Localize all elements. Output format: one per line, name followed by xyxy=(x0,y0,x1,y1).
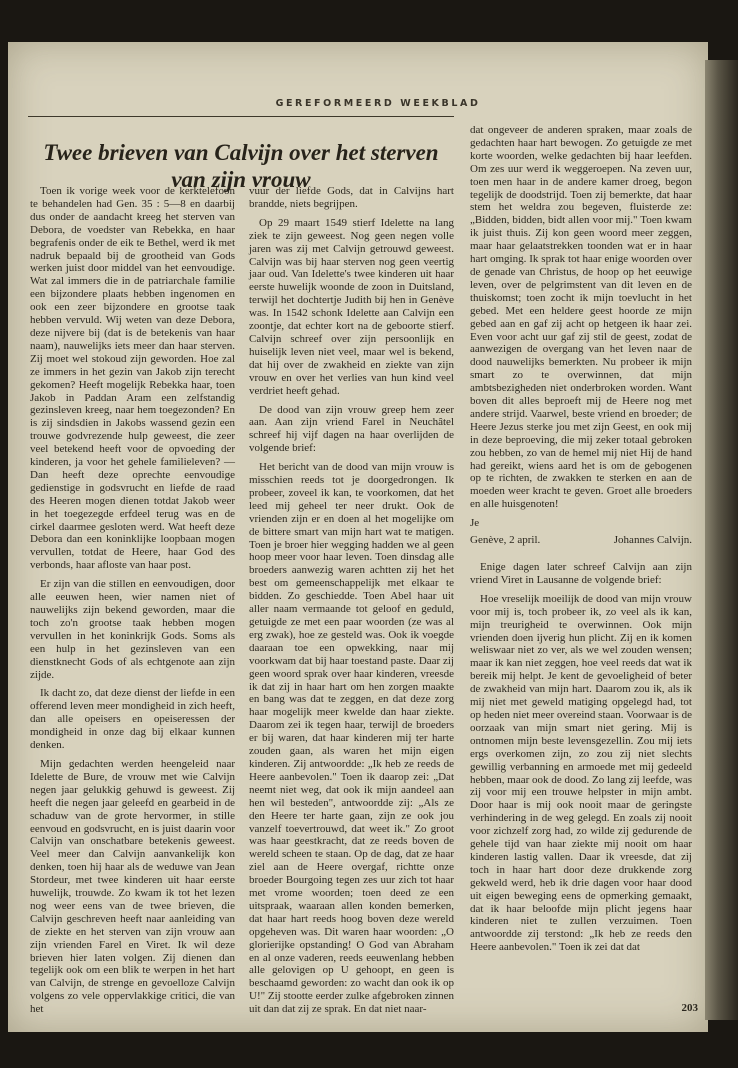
paragraph: vuur der liefde Gods, dat in Calvijns hart brandde, niets begrijpen. xyxy=(249,185,454,210)
paragraph: De dood van zijn vrouw greep hem zeer aan. Aan zijn vriend Farel in Neuchâtel schreef hij vijf dagen na haar overlijden de volgende brief: xyxy=(249,403,454,455)
signature-closing: Je xyxy=(470,517,480,530)
column-3 xyxy=(470,124,692,960)
signature-name: Johannes Calvijn. xyxy=(613,534,692,547)
letter-paragraph: dat ongeveer de anderen spraken, maar zoals de gedachten haar hart bewogen. Zo getuigde ze met korte woorden, welke gedachten bij haar leefden. Om zes uur werd ik weggeroepen. Na zeven uur, toen men haar in de andere kamer droeg, begon tegelijk de doodstrijd. Toen zij bemerkte, dat haar stem het weldra zou begeven, fluisterde ze: „Bidden, bidden, bidt allen voor mij." Toen kwam ik juist thuis. Zij kon geen woord meer zeggen, maar haar gelaatstrekken toonden wat er in haar hart omging. Ik sprak tot haar enige woorden over de genade van Christus, de hoop op het eeuwige leven, over de pelgrimstent van dit leven en de thuiskomst; toen zocht ik mijn toevlucht in het gebed. Met een heldere geest hoorde ze mijn gebed aan en gaf zij acht op hetgeen ik haar zei. Even voor acht uur gaf zij stil de geest, zodat de aanwezigen de overgang van het leven naar de dood nauwelijks bemerkten. Nu probeer ik mijn smart zo te overwinnen, dat mijn ambtsbezigheden niet onderbroken worden. Want boven dit alles beproeft mij de Heere nog met andere strijd. Vaarwel, beste vriend en broeder; de Heere Jezus sterke jou met zijn Geest, en ook mij in deze beproeving, die mij zeker totaal gebroken zou hebben, zo van de hemel mij niet Hij de hand had gereikt, wiens aard het is om de gebogenen op te richten, de zwakken te sterken en aan de moeden weer kracht te geven. Groet alle broeders en alle huisgenoten! xyxy=(470,124,692,511)
column-2 xyxy=(249,185,454,1022)
paragraph: Enige dagen later schreef Calvijn aan zijn vriend Viret in Lausanne de volgende brief: xyxy=(470,561,692,586)
column-1 xyxy=(30,185,235,1022)
paragraph: Op 29 maart 1549 stierf Idelette na lang ziek te zijn geweest. Nog geen negen volle jaren was zij met Calvijn getrouwd geweest. Calvijn was bij haar sterven nog geen veertig jaar oud. Van Idelette's twee kinderen uit haar eerste huwelijk woonde de zoon in Duitsland, terwijl het dochtertje Judith bij hen in Genève was. In 1542 schonk Idelette aan Calvijn een zoontje, dat echter kort na de geboorte stierf. Calvijn schreef over zijn persoonlijk en huiselijk leven niet veel, maar wel is bekend, dat hij over de zwakheid en ziekte van zijn vrouw en over het verlies van hun kind veel verdriet heeft gehad. xyxy=(249,216,454,397)
page-number: 203 xyxy=(681,1002,698,1014)
paragraph: Ik dacht zo, dat deze dienst der liefde in een offerend leven meer mondigheid in zich heeft, dan alle opeisers en opeiseressen der mondigheid in onze dag bij elkaar kunnen denken. xyxy=(30,687,235,752)
letter-paragraph: Hoe vreselijk moeilijk de dood van mijn vrouw voor mij is, toch probeer ik, zo veel als ik kan, mijn treurigheid te overwinnen. Ook mijn vrienden doen ijverig hun plicht. Zij en ik komen weliswaar niet zo ver, als we wel zouden wensen; maar ik kan niet zeggen, hoe veel reeds dat wat ik bereik mij helpt. Je kent de gevoeligheid of beter de zwakheid van mijn hart. Daarom zou ik, als ik mij niet met geweld matiging opgelegd had, tot op heden niet meer overeind staan. Voorwaar is de oorzaak van mijn smart niet gering. Mij is ontnomen mijn beste levensgezellin. Zou mij iets ergs overkomen zijn, zo zou zij niet slechts gewillig verbanning en armoede met mij gedeeld hebben, maar ook de dood. Zo lang zij leefde, was zij voor mij een trouwe helpster in mijn ambt. Door haar is mij ook nooit maar de geringste verhindering in de weg gelegd. En zoals zij nooit voor zichzelf zorg had, zo wilde zij gedurende de gehele tijd van haar ziekte mij nooit om haar kinderen lastig vallen. Daar ik vreesde, dat zij toch in haar hart door deze drukkende zorg gekweld werd, heb ik drie dagen voor haar dood uit eigen beweging eens de opmerking gemaakt, dat ik haar beloofde mijn plicht jegens haar kinderen niet te zullen verzuimen. Toen antwoordde zij terstond: „Ik heb ze reeds den Heere aanbevolen." Toen ik zei dat dat xyxy=(470,592,692,954)
page-binding-edge xyxy=(705,60,738,1020)
header-rule xyxy=(28,116,454,117)
signature-block xyxy=(470,517,692,547)
paragraph: Toen ik vorige week voor de kerktelefoon te behandelen had Gen. 35 : 5—8 en daarbij dus onder de aandacht kreeg het sterven van Debora, de voedster van Rebekka, en haar begrafenis onder de eik te Bethel, werd ik met nadruk bepaald bij de grootheid van Gods werken juist door middel van het eenvoudige. Wat zal immers die in de patriarchale familie een bijzondere plaats hebben ingenomen en ook een zeer bijzondere en grootse taak hebben vervuld. Wij weten van deze Debora, deze nijvere bij (dat is de betekenis van haar naam), nauwelijks iets meer dan haar sterven. Zij moet wel stokoud zijn geworden. Hoe zal ze immers in het gezin van Jakob zijn terecht gekomen? Heeft mogelijk Rebekka haar, toen Jakob in Paddan Aram een zelfstandig gezinsleven kreeg, naar hem toegezonden? En is zij sindsdien in Jakobs wassend gezin een trouwe godvrezende hulp geweest, die zeer veel betekend heeft voor de opvoeding der kinderen, ja voor het gehele familieleven? — Dan heeft deze oprechte eenvoudige gedienstige in godsvrucht en liefde de raad des Heeren mogen dienen totdat Jakob weer in het toegezegde erfdeel terug was en de cirkel daarmee gesloten werd. Wat heeft deze Debora dan een koninklijke loopbaan mogen vervullen, totdat de Heere, haar God des verbonds, haar afloste van haar post. xyxy=(30,185,235,572)
running-header: GEREFORMEERD WEEKBLAD xyxy=(275,98,481,109)
letter-paragraph: Het bericht van de dood van mijn vrouw is misschien reeds tot je doorgedrongen. Ik probeer, zoveel ik kan, te voorkomen, dat het leed mij geheel ter neer drukt. Ook de vrienden zijn er en doen al het mogelijke om de bittere smart van mijn hart wat te matigen. Toen je broer hier wegging hadden we al geen hoop meer voor haar leven. Toen dinsdag alle broeders aanwezig waren achtten zij het het best om gemeenschappelijk met elkaar te bidden. Zo geschiedde. Toen Abel haar uit aller naam vermaande tot geloof en geduld, getuigde ze met een paar woorden (ze was al erg zwak), hoe ze gesteld was. Ook ik voegde daaraan toe een opwekking, naar mij voorkwam dat bij haar toestand paste. Daar zij geen woord sprak over haar kinderen, vreesde ik dat zij in haar hart om hen zorgen maakte en bang was dat te zeggen, en dat deze zorg haar mogelijk meer kwelde dan haar ziekte. Daarom zei ik tegen haar, terwijl de broeders er bij waren, dat haar kinderen mij ter harte zouden gaan, als waren het mijn eigen kinderen. Zij antwoordde: „Ik heb ze reeds de Heere aanbevolen." Toen ik daarop zei: „Dat neemt niet weg, dat ook ik mijn aandeel aan hen wil besteden", antwoordde zij: „Als ze den Heere ter harte gaan, zijn ze ook jou vanzelf toevertrouwd, dat weet ik." Zo groot was haar geestkracht, dat ze reeds boven de wereld scheen te staan. Op de dag, dat ze haar ziel aan de Heere overgaf, richtte onze broeder Bourgoing tegen zes uur zich tot haar met vrome woorden; toen deed ze een uitspraak, waaraan allen konden bemerken, dat haar hart reeds hoog boven deze wereld opgeheven was. Dit waren haar woorden: „O glorierijke opstanding! O God van Abraham en al onze vaderen, reeds eeuwenlang hebben alle gelovigen op U gehoopt, en geen is beschaamd geworden: zo wacht dan ook ik op U!" Zij stootte eerder zulke afgebroken zinnen uit dan dat zij ze sprak. En dat niet naar- xyxy=(249,461,454,1016)
paragraph: Mijn gedachten werden heengeleid naar Idelette de Bure, de vrouw met wie Calvijn negen jaar gelukkig gehuwd is geweest. Zij heeft die negen jaar geleefd en gearbeid in de schaduw van de grote hervormer, in stille eenvoud en godsvrucht, en is juist daarin voor Calvijn van onschatbare betekenis geweest. Veel meer dan Calvijn aanvankelijk kon denken, toen hij haar als de weduwe van Jean Stordeur, met twee kinderen uit haar eerste huwelijk, trouwde. Zo kwam ik tot het lezen nog weer eens van de twee brieven, die Calvijn geschreven heeft naar aanleiding van de ziekte en het sterven van zijn vrouw aan zijn vrienden Farel en Viret. Ik wil deze brieven hier laten volgen. Zij dienen dan tegelijk ook om een blik te werpen in het hart van Calvijn, de strenge en gevoelloze Calvijn volgens zo vele oppervlakkige critici, die van het xyxy=(30,757,235,1016)
article-title: Twee brieven van Calvijn over het sterven van zijn vrouw xyxy=(43,140,439,193)
signature-place-date: Genève, 2 april. xyxy=(470,534,541,547)
paragraph: Er zijn van die stillen en eenvoudigen, door alle eeuwen heen, wier namen niet of nauwelijks zijn bekend geworden, maar die toch zo'n grootse taak hebben mogen vervullen in het koninkrijk Gods. Soms als een hulp in het gezinsleven van een dienstknecht Gods of als echtgenote aan zijn zijde. xyxy=(30,578,235,681)
